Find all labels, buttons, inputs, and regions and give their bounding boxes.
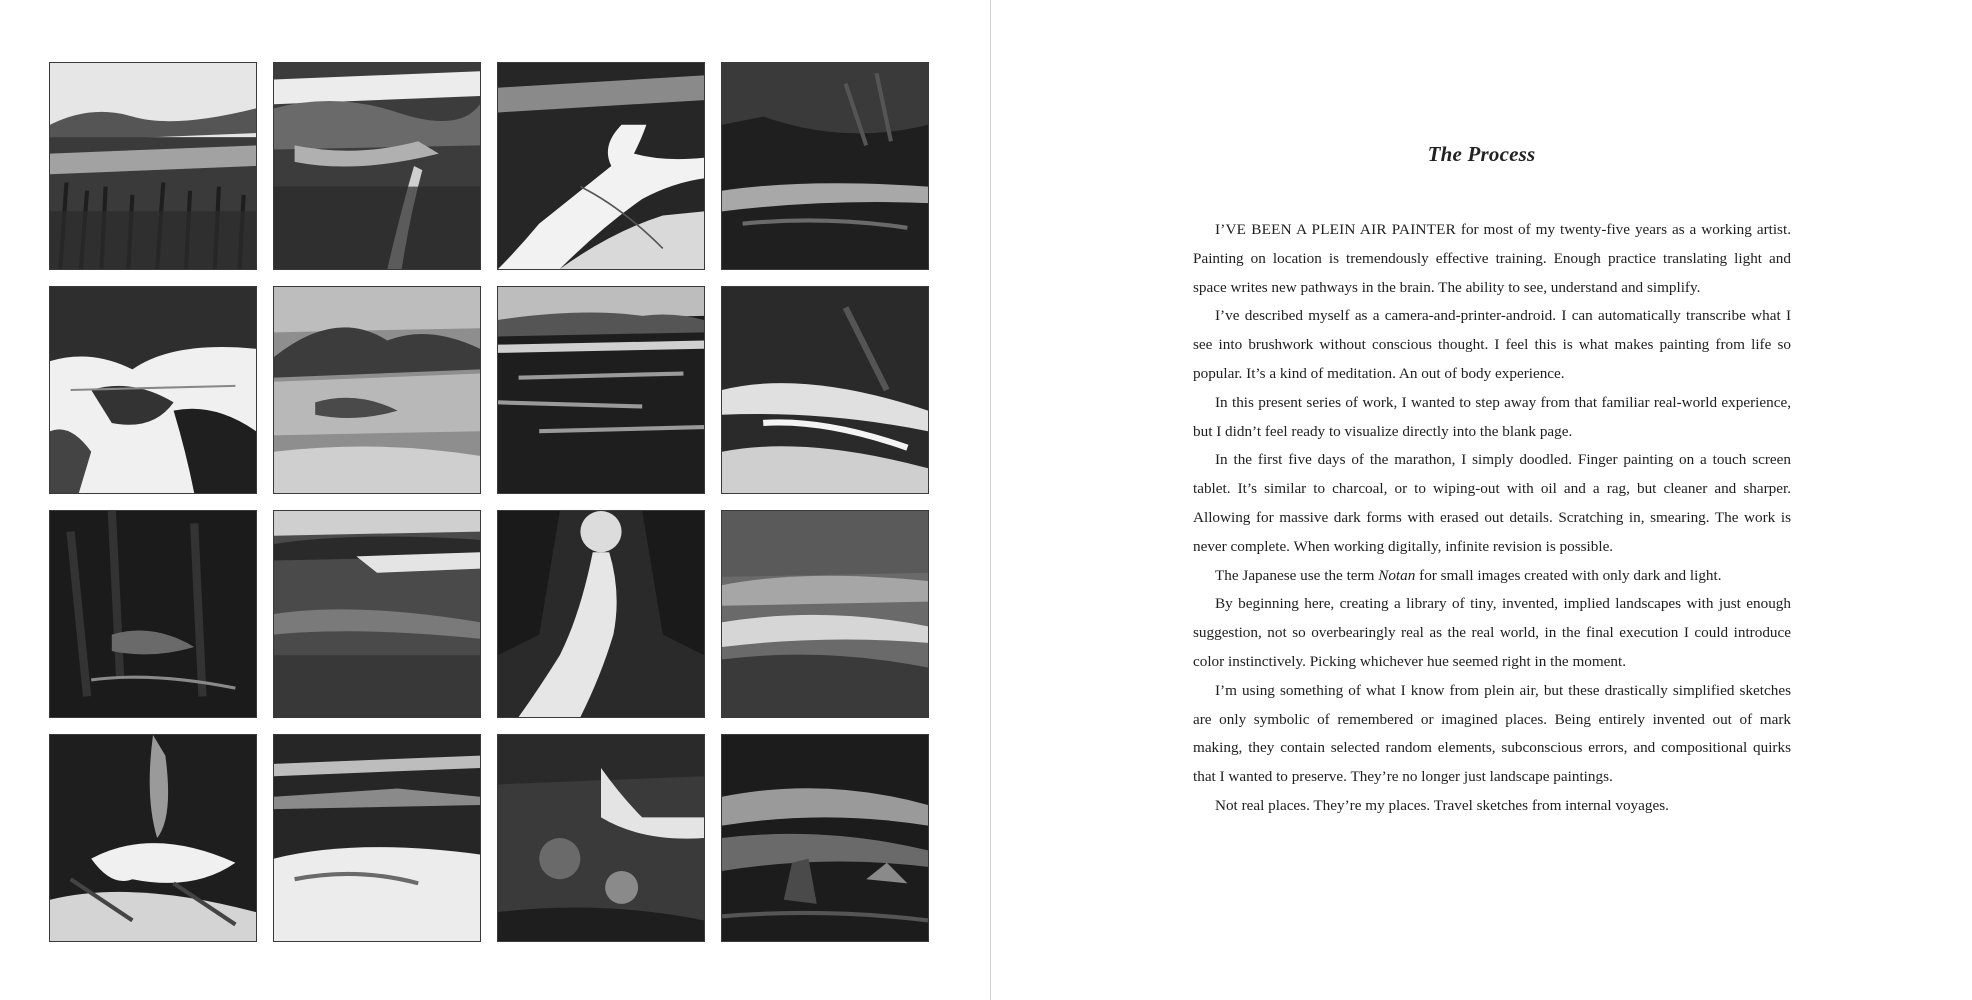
dark-forest-sketch-icon [722,63,928,269]
thumbnail-grid [49,62,930,943]
paragraph-text: The Japanese use the term [1215,566,1379,584]
mountain-shore-sketch-icon [274,287,480,493]
dark-lake-sketch-icon [498,287,704,493]
paragraph-text: for small images created with only dark and light. [1415,566,1722,584]
thumbnail-splash-rocks [49,286,257,494]
thumbnail-tree-stump [721,734,929,942]
splash-rocks-sketch-icon [50,287,256,493]
paragraph-1 [1193,216,1791,302]
thumbnail-waterfall-bank [721,286,929,494]
forest-stream-sketch-icon [498,511,704,717]
left-page [0,0,985,1000]
thumbnail-coastline [721,510,929,718]
paragraph-8: Not real places. They’re my places. Travel sketches from internal voyages. [1215,796,1669,814]
night-woods-sketch-icon [50,511,256,717]
coastline-sketch-icon [722,511,928,717]
tree-stump-sketch-icon [722,735,928,941]
bright-shore-sketch-icon [274,735,480,941]
thumbnail-bright-shore [273,734,481,942]
paragraph-text: for most of my twenty-five years as a working artist. Painting on location is tremendously effective training. Enough practice translating light and space writes new pathways in the brain. The ability to see, understand and simplify. [1193,221,1791,296]
thumbnail-mountain-shore [273,286,481,494]
thumbnail-falls [497,734,705,942]
page-title: The Process [1427,142,1536,166]
grey-marsh-sketch-icon [274,511,480,717]
thumbnail-grassland [49,62,257,270]
grassland-sketch-icon [50,63,256,269]
paragraph-7: I’m using something of what I know from plein air, but these drastically simplified sketches are only symbolic of remembered or imagined places. Being entirely invented out of mark making, they contain selected random elements, subconscious errors, and compositional quirks that I wanted to preserve. They’re no longer just landscape paintings. [1193,681,1791,786]
paragraph-3: In this present series of work, I wanted to step away from that familiar real-world experience, but I didn’t feel ready to visualize directly into the blank page. [1193,393,1791,440]
right-page [991,0,1972,1000]
essay-body [1193,216,1791,821]
thumbnail-grey-marsh [273,510,481,718]
waterfall-bank-sketch-icon [722,287,928,493]
paragraph-4: In the first five days of the marathon, I simply doodled. Finger painting on a touch screen tablet. It’s similar to charcoal, or to wiping-out with oil and a rag, but cleaner and sharper. Allowing for massive dark forms with erased out details. Scratching in, smearing. The work is never complete. When working digitally, infinite revision is possible. [1193,451,1791,555]
paragraph-2: I’ve described myself as a camera-and-printer-android. I can automatically transcribe what I see into brushwork without conscious thought. I feel this is what makes painting from life so popular. It’s a kind of meditation. An out of body experience. [1193,307,1791,382]
thumbnail-hills-path [273,62,481,270]
thumbnail-night-woods [49,510,257,718]
paragraph-6: By beginning here, creating a library of tiny, invented, implied landscapes with just enough suggestion, not so overbearingly real as the real world, in the final execution I could introduce color instinctively. Picking whichever hue seemed right in the moment. [1193,595,1791,670]
notan-term: Notan [1378,566,1416,584]
cascade-sketch-icon [50,735,256,941]
falls-sketch-icon [498,735,704,941]
hills-path-sketch-icon [274,63,480,269]
thumbnail-forest-stream [497,510,705,718]
thumbnail-dark-lake [497,286,705,494]
paragraph-5 [1193,562,1791,591]
winding-river-sketch-icon [498,63,704,269]
paragraph-lead: I’VE BEEN A PLEIN AIR PAINTER [1215,221,1456,238]
thumbnail-cascade [49,734,257,942]
thumbnail-dark-forest [721,62,929,270]
thumbnail-winding-river [497,62,705,270]
